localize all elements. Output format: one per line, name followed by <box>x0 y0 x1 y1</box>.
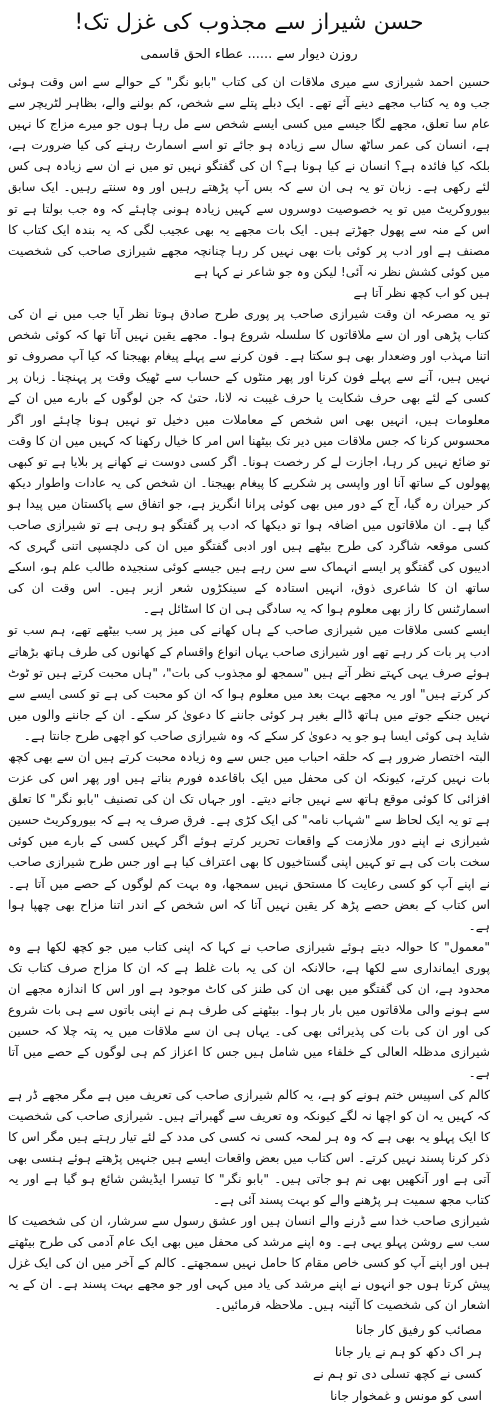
poem-line: اسی کو مونس و غمخوار جانا <box>330 1387 482 1403</box>
article-paragraph: "معمول" کا حوالہ دیتے ہوئے شیرازی صاحب نے کہا کہ اپنی کتاب میں جو کچھ لکھا ہے وہ پوری ایمانداری سے لکھا ہے، حالانکہ ان کی یہ بات غلط ہے کہ ان کا مزاح صرف کتاب تک محدود ہے، ان کی گفتگو میں بھی ان کی طنز کی کاٹ موجود ہے اور اس کا اندازہ مجھے ان سے ہونے والی ملاقاتوں میں بار بار ہوا۔ بیٹھنے کی طرف ہم نے اپنی باتوں سے ہی بات شروع کی اور ان کی بات کی پذیرائی بھی کی۔ یہاں ہی ان سے ملاقات میں یہ پتہ چلا کہ حسین شیرازی مدظلہ العالی کے خلفاء میں شامل ہیں جس کا اعزاز کم ہی لوگوں کے حصے میں آتا ہے۔ <box>8 939 490 1081</box>
poem-block <box>8 1319 490 1407</box>
article-paragraph: ہیں کو اب کچھ نظر آتا ہے <box>353 285 490 300</box>
article-body <box>8 72 490 1317</box>
poem-line: مصائب کو رفیق کار جانا <box>355 1321 482 1337</box>
article-paragraph: ایسے کسی ملاقات میں شیرازی صاحب کے ہاں کھانے کی میز پر سب بیٹھے تھے، ہم سب تو ادب پر بات کر رہے تھے اور شیرازی صاحب یہاں انواع واقسام کے کھانوں کی طرف ہاتھ بڑھاتے ہوئے صرف یہی کہتے نظر آتے ہیں "سمجھ لو مجذوب کی بات"، "ہاں محبت کرتے ہیں تو ٹوٹ کر کرتے ہیں" اور یہ مجھے بہت بعد میں معلوم ہوا کہ ان کو محبت کی ہے تو کسی ایسے سے نہیں جنکے جوتے میں ہاتھ ڈالے بغیر ہر کوئی جاننے کا دعویٰ کر سکے۔ ان کے جاننے والوں میں شاید ہی کوئی ایسا ہو جو یہ دعویٰ کر سکے کہ وہ شیرازی صاحب کو اچھی طرح جانتا ہے۔ <box>8 623 490 743</box>
article-paragraph: البتہ اختصار ضرور ہے کہ حلقہ احباب میں جس سے وہ زیادہ محبت کرتے ہیں ان سے بھی کچھ بات نہیں کرتے، کیونکہ ان کی محفل میں ایک باقاعدہ فورم بناتے ہیں اور پھر اس کی عزت افزائی کا کوئی موقع ہاتھ سے نہیں جانے دیتے۔ اور جہاں تک ان کی تصنیف "بابو نگر" کا تعلق ہے تو یہ ایک لحاظ سے "شہاب نامہ" کی ایک کڑی ہے۔ فرق صرف یہ ہے کہ بیوروکریٹ حسین شیرازی نے اپنے دور ملازمت کے واقعات تحریر کرتے ہوئے اگر کہیں کسی کے بارے میں کوئی سخت بات کی ہے تو کہیں اپنی گستاخیوں کا بھی اعتراف کیا ہے اور جس طرح شیرازی صاحب نے اپنے آپ کو کسی رعایت کا مستحق نہیں سمجھا، وہ بہت کم لوگوں کے حصے میں آتا ہے۔ اس کتاب کے بعض حصے پڑھ کر یقین نہیں آتا کہ اس شخص کے اندر اتنا مزاح بھی چھپا ہوا ہے۔ <box>8 750 490 933</box>
article-byline: روزن دیوار سے ...... عطاء الحق قاسمی <box>140 47 358 62</box>
article-paragraph: تو یہ مصرعہ ان وقت شیرازی صاحب پر پوری طرح صادق ہوتا نظر آیا جب میں نے ان کی کتاب پڑھی اور ان سے ملاقاتوں کا سلسلہ شروع ہوا۔ مجھے یقین نہیں آتا تھا کہ کوئی شخص اتنا مہذب اور وضعدار بھی ہو سکتا ہے۔ فون کرنے سے پہلے پیغام بھیجنا کہ کیا آپ مصروف تو نہیں ہیں، آنے سے پہلے فون کرنا اور پھر منٹوں کے حساب سے ٹھیک وقت پر پہنچنا۔ زبان پر کسی کے لئے بھی حرف شکایت یا حرف غیبت نہ لانا، حتیٰ کہ جن لوگوں کے بارے میں ان کے معلومات ہیں، انہیں بھی اس شخص کے معاملات میں دخیل تو نہیں ہونا چاہئے اور اگر محسوس کرنا کہ جس ملاقات میں دیر تک بیٹھنا اس امر کا خیال رکھنا کہ کہیں میں ان کا وقت تو ضائع نہیں کر رہا، اجازت لے کر رخصت ہونا۔ اگر کسی دوست نے کھانے پر بلایا ہے تو کبھی پھولوں کے ساتھ آنا اور واپسی پر شکریے کا پیغام بھیجنا۔ ان شخص کی یہ عادات واطوار دیکھ کر حیران رہ گیا، آج کے دور میں بھی کوئی پرانا انگریز ہے، جو اتفاق سے پاکستان میں پیدا ہو گیا ہے۔ ان ملاقاتوں میں اضافہ ہوا تو دیکھا کہ ادب پر گفتگو ہو رہی ہے تو شیرازی صاحب کسی موقعہ شاگرد کی طرح بیٹھے ہیں اور ادبی گفتگو میں ان کی دلچسپی اتنی گہری کہ ادیبوں کی گفتگو پر ایسے انہماک سے سن رہے ہیں جیسے کوئی سنجیدہ طالب علم ہو، اسکے ساتھ ان کا شاعری ذوق، انہیں استادہ کے سینکڑوں شعر ازبر ہیں۔ اس وقت ان کی اسمارٹنس کا راز بھی معلوم ہوا کہ یہ سادگی ہی ان کا اسٹائل ہے۔ <box>8 307 490 617</box>
article-headline: حسن شیراز سے مجذوب کی غزل تک! <box>74 10 424 35</box>
poem-line: کسی نے کچھ تسلی دی تو ہم نے <box>313 1365 482 1381</box>
poem-line: ہر اک دکھ کو ہم نے یار جانا <box>334 1343 482 1359</box>
article-paragraph: حسین احمد شیرازی سے میری ملاقات ان کی کتاب "بابو نگر" کے حوالے سے اس وقت ہوئی جب وہ یہ کتاب مجھے دینے آئے تھے۔ ایک دبلے پتلے سے شخص، کم بولنے والے، بظاہر لٹریچر سے عام سا تعلق، مجھے لگا جیسے میں کسی ایسے شخص سے مل رہا ہوں جو میرے مزاج کا نہیں ہے، انسان کی عمر ساٹھ سال سے زیادہ ہو جائے تو اسے اسمارٹ رہنے کی کیا ضرورت ہے، بلکہ کیا فائدہ ہے؟ انسان نے کیا ہونا ہے؟ ان کی گفتگو نہیں تو میں نے ان سے زیادہ ہی کس لئے رکھی ہے۔ زبان تو یہ ہی ان سے کہ بس آپ پڑھتے رہیں اور وہ سنتے رہیں۔ ایک سابق بیوروکریٹ میں تو یہ خصوصیت دوسروں سے کہیں زیادہ ہونی چاہئے کہ وہ جب بولتا ہے تو اس کے منہ سے پھول جھڑتے ہیں۔ ایک بات مجھے یہ بھی عجیب لگی کہ یہ بندہ ایک کتاب کا مصنف ہے اور ادب پر کوئی بات بھی نہیں کر رہا چنانچہ مجھے شیرازی صاحب کی شخصیت میں کوئی کشش نظر نہ آئی! لیکن وہ جو شاعر نے کہا ہے <box>8 75 490 279</box>
article-paragraph: شیرازی صاحب خدا سے ڈرنے والے انسان ہیں اور عشق رسول سے سرشار، ان کی شخصیت کا سب سے روشن پہلو یہی ہے۔ وہ اپنے مرشد کی محفل میں بھی ایک عام آدمی کی طرح بیٹھتے ہیں اور اپنے آپ کو کسی خاص مقام کا حامل نہیں سمجھتے۔ کالم کے آخر میں ان کی ایک غزل پیش کرتا ہوں جو انہوں نے اپنے مرشد کی یاد میں کہی اور جو مجھے بہت پسند ہے۔ ان کے یہ اشعار ان کی شخصیت کا آئینہ ہیں۔ ملاحظہ فرمائیں۔ <box>8 1214 490 1313</box>
article-paragraph: کالم کی اسپیس ختم ہونے کو ہے، یہ کالم شیرازی صاحب کی تعریف میں ہے مگر مجھے ڈر ہے کہ کہیں یہ ان کو اچھا نہ لگے کیونکہ وہ تعریف سے گھبراتے ہیں۔ شیرازی صاحب کی شخصیت کا ایک پہلو یہ بھی ہے کہ وہ ہر لمحہ کسی نہ کسی کی مدد کے لئے تیار رہتے ہیں مگر اس کا ذکر کرنا پسند نہیں کرتے۔ اس کتاب میں بعض واقعات ایسے ہیں جنہیں پڑھتے ہوئے ہنسی بھی آتی ہے اور آنکھیں بھی نم ہو جاتی ہیں۔ "بابو نگر" کا تیسرا ایڈیشن شائع ہو گیا ہے اور یہ کتاب مجھ سمیت ہر پڑھنے والے کو بہت پسند آئی ہے۔ <box>8 1087 490 1207</box>
